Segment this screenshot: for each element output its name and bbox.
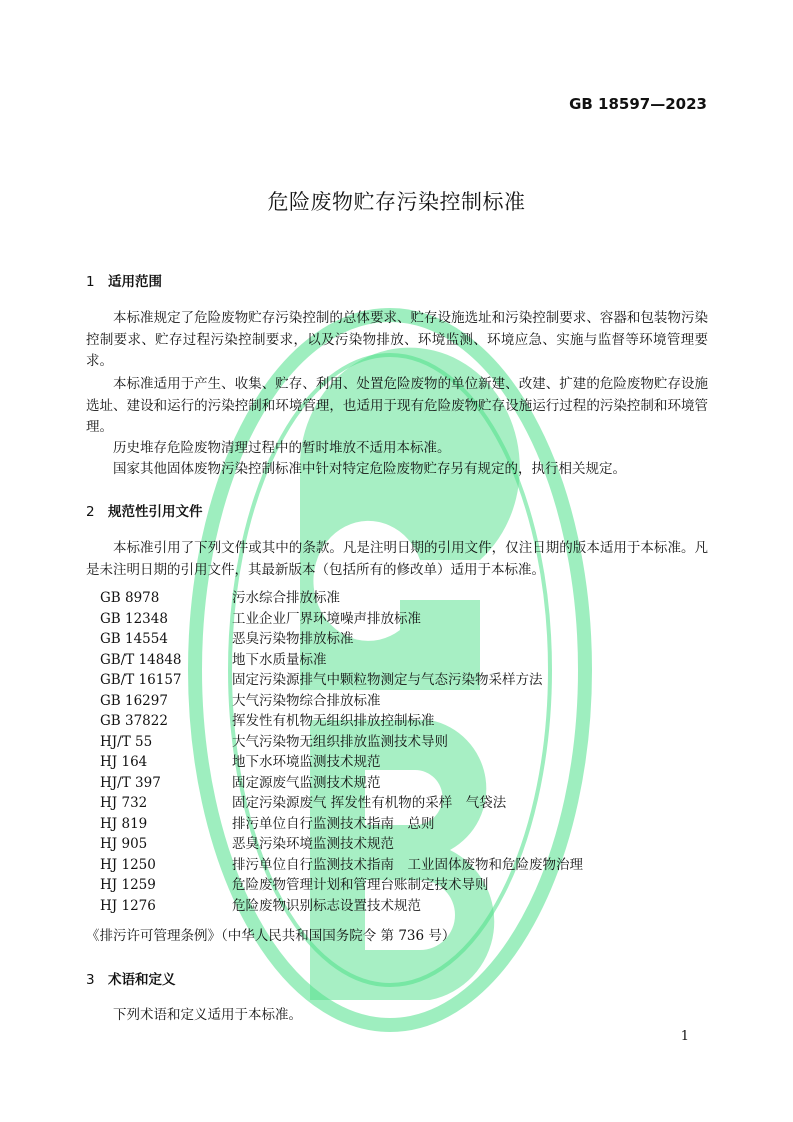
section-title: 术语和定义: [108, 972, 176, 988]
reference-row: [100, 609, 710, 630]
document-title: 危险废物贮存污染控制标准: [267, 190, 526, 214]
paragraph: 本标准引用了下列文件或其中的条款。凡是注明日期的引用文件，仅注日期的版本适用于本标准。凡是未注明日期的引用文件，其最新版本（包括所有的修改单）适用于本标准。: [86, 540, 708, 578]
reference-row: [100, 793, 710, 814]
reference-row: [100, 711, 710, 732]
reference-code: HJ 1259: [100, 877, 156, 893]
reference-code: HJ 905: [100, 836, 148, 852]
reference-row: [100, 855, 710, 876]
reference-name: 固定污染源废气 挥发性有机物的采样 气袋法: [232, 795, 507, 811]
reference-name: 工业企业厂界环境噪声排放标准: [232, 610, 421, 627]
section-3-heading: [86, 968, 176, 988]
reference-code: HJ/T 55: [100, 733, 153, 750]
reference-name: 大气污染物综合排放标准: [232, 692, 381, 709]
reference-name: 排污单位自行监测技术指南 总则: [232, 815, 435, 832]
reference-name: 地下水质量标准: [232, 651, 327, 668]
reference-row: [100, 814, 710, 835]
reference-row: [100, 773, 710, 794]
extra-reference: 《排污许可管理条例》（中华人民共和国国务院令 第 736 号）: [86, 928, 456, 944]
reference-name: 大气污染物无组织排放监测技术导则: [232, 733, 448, 750]
section-number: 1: [86, 274, 95, 290]
reference-name: 恶臭污染物排放标准: [232, 631, 354, 647]
reference-code: GB 16297: [100, 692, 168, 709]
reference-row: [100, 650, 710, 671]
section-1-heading: [86, 270, 162, 290]
section-title: 适用范围: [108, 274, 162, 290]
paragraph: 本标准规定了危险废物贮存污染控制的总体要求、贮存设施选址和污染控制要求、容器和包装物污染控制要求、贮存过程污染控制要求，以及污染物排放、环境监测、环境应急、实施与监督等环境管理要求。: [86, 310, 708, 369]
reference-row: [100, 629, 710, 650]
reference-code: GB/T 14848: [100, 651, 182, 668]
reference-name: 地下水环境监测技术规范: [232, 754, 381, 770]
reference-code: GB 12348: [100, 610, 168, 627]
reference-row: [100, 588, 710, 609]
reference-name: 恶臭污染环境监测技术规范: [232, 836, 394, 852]
paragraph: 下列术语和定义适用于本标准。: [113, 1007, 302, 1023]
page-number: 1: [680, 1029, 689, 1044]
section-2-heading: [86, 500, 203, 520]
reference-row: [100, 834, 710, 855]
reference-code: HJ 732: [100, 795, 148, 811]
reference-code: HJ 1276: [100, 897, 156, 914]
paragraph: 国家其他固体废物污染控制标准中针对特定危险废物贮存另有规定的，执行相关规定。: [113, 461, 626, 477]
standard-code: GB 18597—2023: [569, 95, 707, 113]
reference-code: HJ 1250: [100, 856, 156, 873]
reference-code: HJ 164: [100, 754, 148, 770]
reference-code: GB 14554: [100, 631, 168, 647]
reference-name: 挥发性有机物无组织排放控制标准: [232, 713, 435, 729]
reference-row: [100, 896, 710, 917]
reference-code: HJ 819: [100, 815, 148, 832]
reference-code: GB 37822: [100, 713, 168, 729]
reference-row: [100, 875, 710, 896]
reference-name: 危险废物管理计划和管理台账制定技术导则: [232, 877, 489, 893]
paragraph: 本标准适用于产生、收集、贮存、利用、处置危险废物的单位新建、改建、扩建的危险废物贮存设施选址、建设和运行的污染控制和环境管理，也适用于现有危险废物贮存设施运行过程的污染控制和环境管理。: [86, 376, 708, 435]
reference-code: GB 8978: [100, 590, 160, 606]
reference-code: GB/T 16157: [100, 672, 182, 688]
reference-list: [100, 588, 710, 916]
section-number: 2: [86, 504, 95, 520]
reference-row: [100, 691, 710, 712]
reference-name: 固定源废气监测技术规范: [232, 774, 381, 791]
reference-name: 危险废物识别标志设置技术规范: [232, 897, 421, 914]
paragraph: 历史堆存危险废物清理过程中的暂时堆放不适用本标准。: [113, 440, 451, 456]
reference-row: [100, 732, 710, 753]
section-number: 3: [86, 972, 95, 988]
section-title: 规范性引用文件: [108, 504, 203, 520]
reference-name: 排污单位自行监测技术指南 工业固体废物和危险废物治理: [232, 856, 583, 873]
reference-row: [100, 670, 710, 691]
reference-name: 污水综合排放标准: [232, 590, 340, 606]
reference-name: 固定污染源排气中颗粒物测定与气态污染物采样方法: [232, 672, 543, 688]
reference-row: [100, 752, 710, 773]
reference-code: HJ/T 397: [100, 774, 161, 791]
